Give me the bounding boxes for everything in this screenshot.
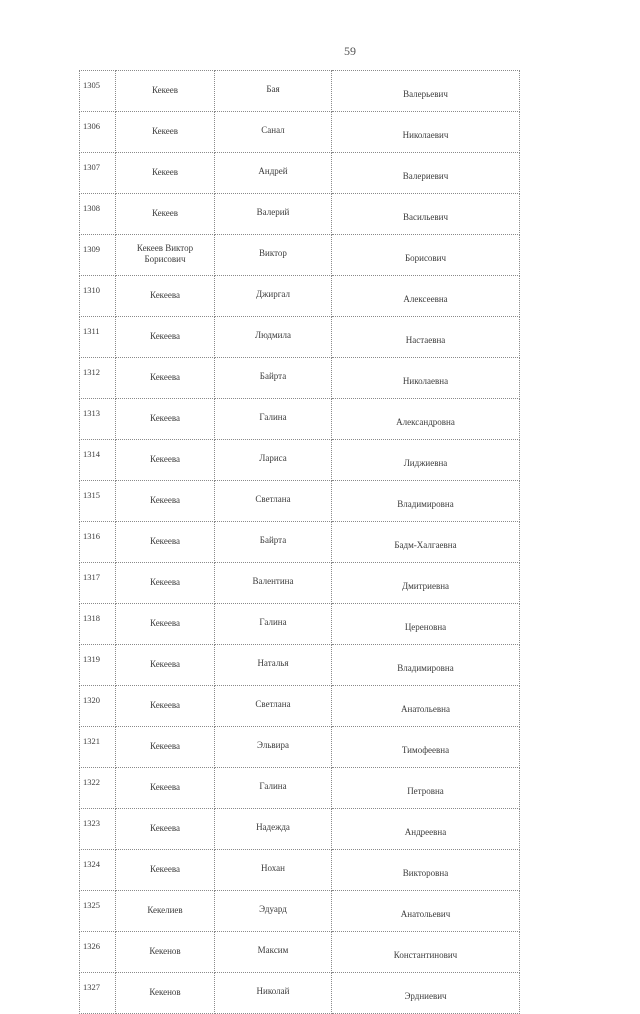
row-number-cell: 1320: [80, 686, 116, 727]
first-name-cell: Лариса: [215, 440, 332, 481]
row-number-cell: 1312: [80, 358, 116, 399]
first-name-cell: Галина: [215, 604, 332, 645]
table-row: [80, 973, 520, 1014]
first-name-cell: Виктор: [215, 235, 332, 276]
table-row: [80, 276, 520, 317]
last-name-cell: Кекеев Виктор Борисович: [116, 235, 215, 276]
patronymic-cell: Анатольевич: [332, 891, 520, 932]
first-name-cell: Надежда: [215, 809, 332, 850]
patronymic-cell: Николаевич: [332, 112, 520, 153]
last-name-cell: Кекеева: [116, 522, 215, 563]
table-row: [80, 481, 520, 522]
row-number-cell: 1316: [80, 522, 116, 563]
row-number-cell: 1322: [80, 768, 116, 809]
page-number: 59: [344, 44, 356, 58]
row-number-cell: 1321: [80, 727, 116, 768]
last-name-cell: Кекеева: [116, 727, 215, 768]
row-number-cell: 1319: [80, 645, 116, 686]
row-number-cell: 1317: [80, 563, 116, 604]
last-name-cell: Кекенов: [116, 973, 215, 1014]
last-name-cell: Кекеева: [116, 850, 215, 891]
row-number-cell: 1325: [80, 891, 116, 932]
table-row: [80, 686, 520, 727]
last-name-cell: Кекеева: [116, 399, 215, 440]
row-number-cell: 1324: [80, 850, 116, 891]
patronymic-cell: Цереновна: [332, 604, 520, 645]
first-name-cell: Людмила: [215, 317, 332, 358]
row-number-cell: 1318: [80, 604, 116, 645]
first-name-cell: Валентина: [215, 563, 332, 604]
first-name-cell: Эльвира: [215, 727, 332, 768]
table-row: [80, 727, 520, 768]
first-name-cell: Нохан: [215, 850, 332, 891]
row-number-cell: 1305: [80, 71, 116, 112]
table-row: [80, 522, 520, 563]
patronymic-cell: Владимировна: [332, 481, 520, 522]
last-name-cell: Кекеева: [116, 809, 215, 850]
table-row: [80, 645, 520, 686]
table-row: [80, 235, 520, 276]
patronymic-cell: Бадм-Халгаевна: [332, 522, 520, 563]
row-number-cell: 1308: [80, 194, 116, 235]
first-name-cell: Максим: [215, 932, 332, 973]
table-row: [80, 891, 520, 932]
first-name-cell: Николай: [215, 973, 332, 1014]
row-number-cell: 1315: [80, 481, 116, 522]
last-name-cell: Кекеева: [116, 645, 215, 686]
patronymic-cell: Петровна: [332, 768, 520, 809]
table-row: [80, 317, 520, 358]
first-name-cell: Байрта: [215, 522, 332, 563]
patronymic-cell: Лиджиевна: [332, 440, 520, 481]
first-name-cell: Наталья: [215, 645, 332, 686]
patronymic-cell: Владимировна: [332, 645, 520, 686]
row-number-cell: 1323: [80, 809, 116, 850]
last-name-cell: Кекеев: [116, 112, 215, 153]
patronymic-cell: Андреевна: [332, 809, 520, 850]
row-number-cell: 1307: [80, 153, 116, 194]
patronymic-cell: Тимофеевна: [332, 727, 520, 768]
row-number-cell: 1313: [80, 399, 116, 440]
patronymic-cell: Александровна: [332, 399, 520, 440]
table-row: [80, 153, 520, 194]
first-name-cell: Андрей: [215, 153, 332, 194]
table-row: [80, 194, 520, 235]
first-name-cell: Галина: [215, 768, 332, 809]
table-row: [80, 563, 520, 604]
row-number-cell: 1310: [80, 276, 116, 317]
first-name-cell: Санал: [215, 112, 332, 153]
last-name-cell: Кекеев: [116, 194, 215, 235]
last-name-cell: Кекелиев: [116, 891, 215, 932]
first-name-cell: Бая: [215, 71, 332, 112]
table-row: [80, 768, 520, 809]
registry-table: [79, 70, 520, 1014]
row-number-cell: 1306: [80, 112, 116, 153]
last-name-cell: Кекеева: [116, 481, 215, 522]
row-number-cell: 1311: [80, 317, 116, 358]
registry-table-body: [80, 71, 520, 1014]
patronymic-cell: Анатольевна: [332, 686, 520, 727]
first-name-cell: Байрта: [215, 358, 332, 399]
patronymic-cell: Николаевна: [332, 358, 520, 399]
last-name-cell: Кекеев: [116, 153, 215, 194]
last-name-cell: Кекеева: [116, 440, 215, 481]
patronymic-cell: Валерьевич: [332, 71, 520, 112]
first-name-cell: Светлана: [215, 481, 332, 522]
patronymic-cell: Викторовна: [332, 850, 520, 891]
table-row: [80, 932, 520, 973]
patronymic-cell: Борисович: [332, 235, 520, 276]
patronymic-cell: Васильевич: [332, 194, 520, 235]
patronymic-cell: Алексеевна: [332, 276, 520, 317]
first-name-cell: Валерий: [215, 194, 332, 235]
table-row: [80, 809, 520, 850]
row-number-cell: 1326: [80, 932, 116, 973]
table-row: [80, 604, 520, 645]
last-name-cell: Кекеева: [116, 276, 215, 317]
row-number-cell: 1314: [80, 440, 116, 481]
last-name-cell: Кекеева: [116, 768, 215, 809]
row-number-cell: 1309: [80, 235, 116, 276]
patronymic-cell: Настаевна: [332, 317, 520, 358]
last-name-cell: Кекеева: [116, 563, 215, 604]
table-row: [80, 399, 520, 440]
last-name-cell: Кекеева: [116, 604, 215, 645]
last-name-cell: Кекеева: [116, 686, 215, 727]
first-name-cell: Эдуард: [215, 891, 332, 932]
last-name-cell: Кекеева: [116, 358, 215, 399]
first-name-cell: Галина: [215, 399, 332, 440]
table-row: [80, 71, 520, 112]
last-name-cell: Кекеев: [116, 71, 215, 112]
first-name-cell: Светлана: [215, 686, 332, 727]
patronymic-cell: Константинович: [332, 932, 520, 973]
patronymic-cell: Эрдниевич: [332, 973, 520, 1014]
patronymic-cell: Валериевич: [332, 153, 520, 194]
table-row: [80, 850, 520, 891]
table-row: [80, 440, 520, 481]
table-row: [80, 358, 520, 399]
patronymic-cell: Дмитриевна: [332, 563, 520, 604]
row-number-cell: 1327: [80, 973, 116, 1014]
table-row: [80, 112, 520, 153]
last-name-cell: Кекеева: [116, 317, 215, 358]
first-name-cell: Джиргал: [215, 276, 332, 317]
last-name-cell: Кекенов: [116, 932, 215, 973]
